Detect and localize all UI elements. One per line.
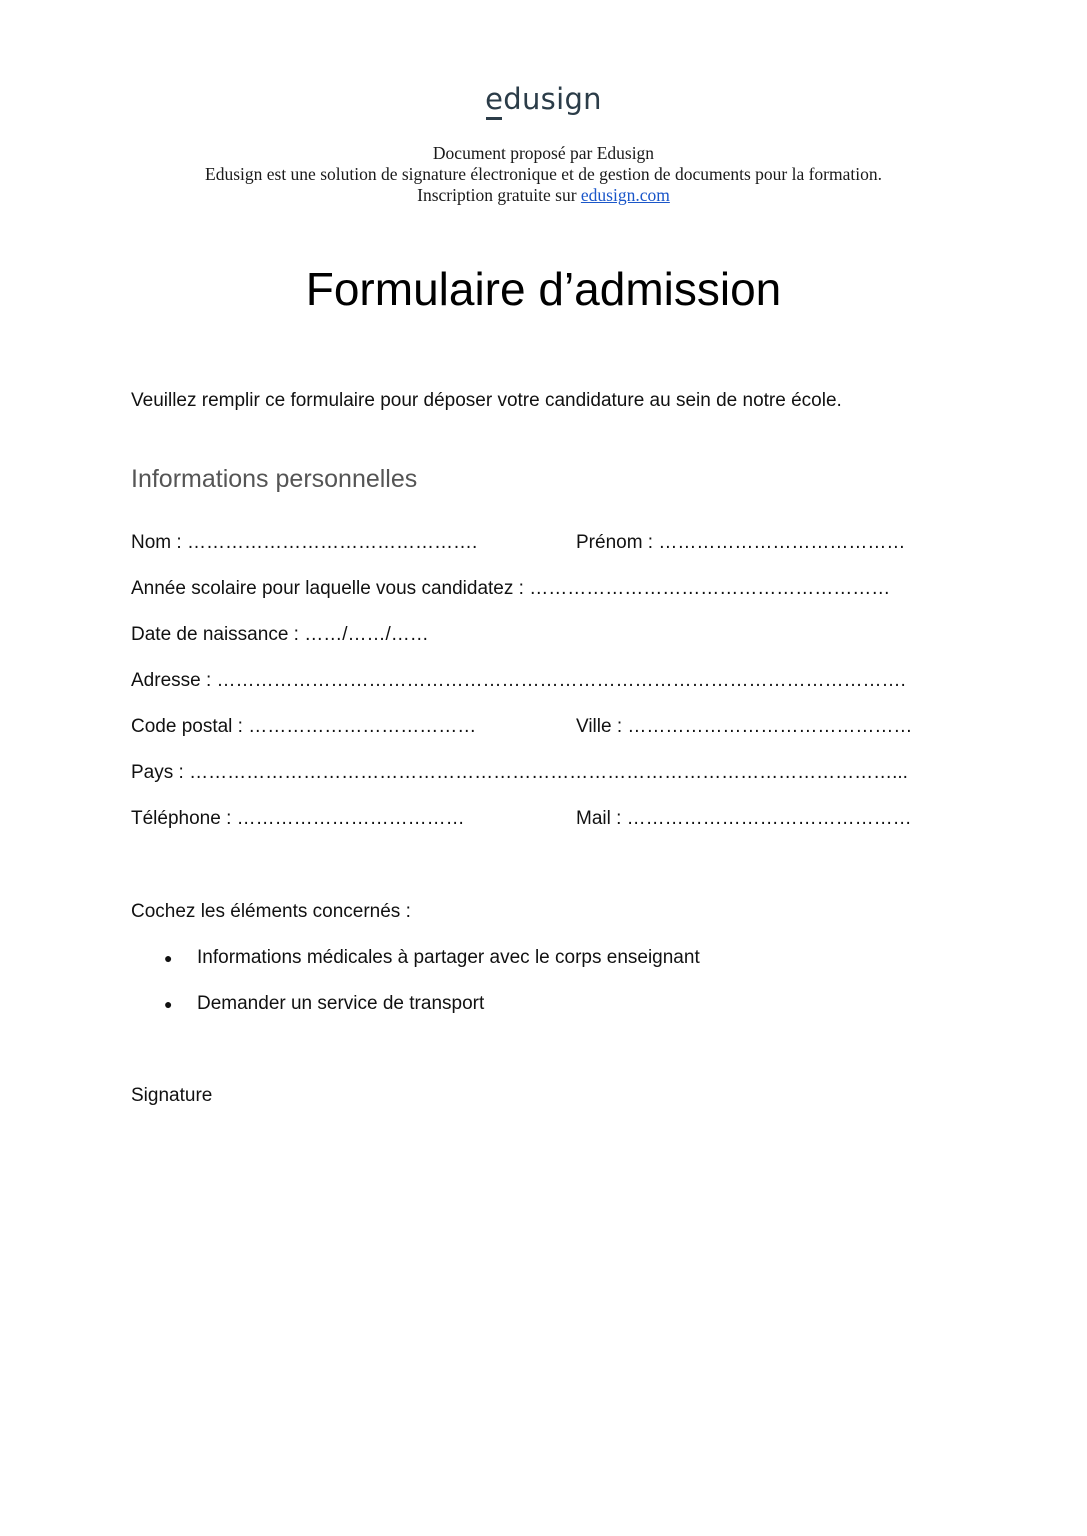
logo-e: e bbox=[485, 82, 504, 116]
intro-line-3 bbox=[0, 185, 1087, 206]
field-adresse: Adresse : ………………………………………………………………………………………………. bbox=[131, 670, 906, 691]
field-nom: Nom : ………………………………………. bbox=[131, 532, 478, 553]
field-annee-scolaire: Année scolaire pour laquelle vous candidatez : ………………………………………………… bbox=[131, 578, 891, 599]
field-prenom: Prénom : ………………………………… bbox=[576, 532, 906, 553]
bullet-icon: ● bbox=[164, 996, 173, 1012]
section-heading-personal: Informations personnelles bbox=[131, 465, 418, 493]
checklist-item-transport: Demander un service de transport bbox=[197, 993, 485, 1014]
field-telephone: Téléphone : ……………………………… bbox=[131, 808, 465, 829]
page-title: Formulaire d’admission bbox=[305, 263, 782, 315]
edusign-link[interactable]: edusign.com bbox=[580, 185, 670, 205]
field-ville: Ville : ……………………………………… bbox=[576, 716, 913, 737]
checklist-item-medical: Informations médicales à partager avec le corps enseignant bbox=[197, 947, 700, 968]
intro-line-2: Edusign est une solution de signature électronique et de gestion de documents pour la formation. bbox=[205, 164, 882, 184]
field-mail: Mail : ……………………………………… bbox=[576, 808, 912, 829]
intro-line-1: Document proposé par Edusign bbox=[432, 143, 655, 163]
logo-rest: dusign bbox=[503, 82, 602, 116]
field-date-naissance: Date de naissance : ……/……/…… bbox=[131, 624, 429, 645]
signature-label: Signature bbox=[131, 1085, 213, 1106]
checklist-heading: Cochez les éléments concernés : bbox=[131, 901, 411, 922]
bullet-icon: ● bbox=[164, 950, 173, 966]
field-pays: Pays : …………………………………………………………………………………………………... bbox=[131, 762, 908, 783]
field-code-postal: Code postal : ……………………………… bbox=[131, 716, 477, 737]
edusign-logo bbox=[0, 82, 1087, 116]
intro-block bbox=[0, 143, 1087, 206]
intro-line-3-text: Inscription gratuite sur bbox=[417, 185, 581, 205]
instructions-text: Veuillez remplir ce formulaire pour déposer votre candidature au sein de notre école. bbox=[131, 390, 842, 411]
